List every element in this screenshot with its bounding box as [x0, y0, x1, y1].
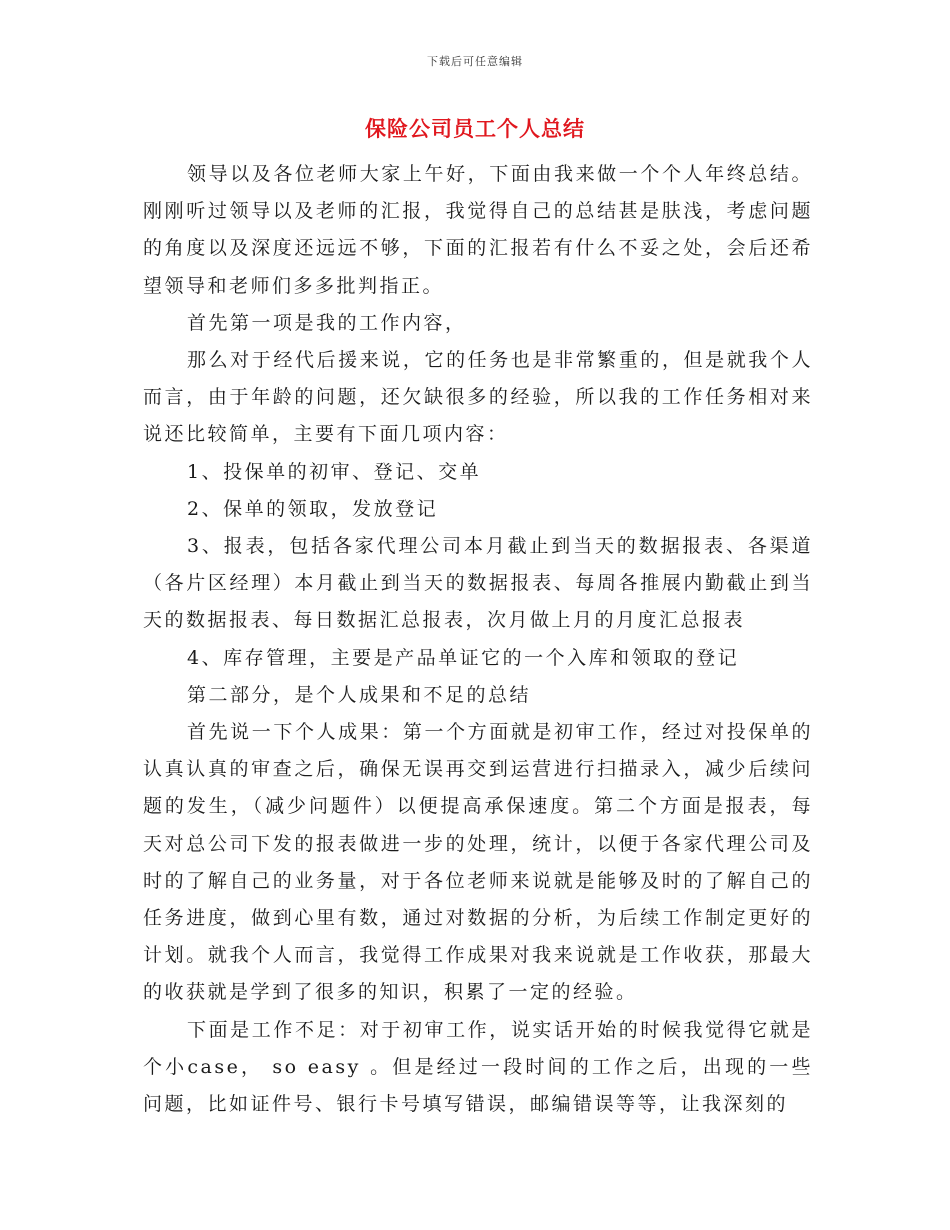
paragraph-achievements: 首先说一下个人成果：第一个方面就是初审工作，经过对投保单的认真认真的审查之后，确保无误再交到运营进行扫描录入，减少后续问题的发生，（减少问题件）以便提高承保速度。第二个方面是报表，每天对总公司下发的报表做进一步的处理，统计，以便于各家代理公司及时的了解自己的业务量，对于各位老师来说就是能够及时的了解自己的任务进度，做到心里有数，通过对数据的分析，为后续工作制定更好的计划。就我个人而言，我觉得工作成果对我来说就是工作收获，那最大的收获就是学到了很多的知识，积累了一定的经验。 [143, 721, 813, 1004]
paragraph-section-one-heading: 首先第一项是我的工作内容， [187, 311, 467, 334]
list-item-1: 1、投保单的初审、登记、交单 [187, 460, 482, 483]
list-item-2: 2、保单的领取，发放登记 [187, 497, 439, 520]
document-title: 保险公司员工个人总结 [365, 117, 585, 141]
document-body [143, 156, 813, 1123]
paragraph-section-two-heading: 第二部分，是个人成果和不足的总结 [187, 683, 532, 706]
header-note: 下载后可任意编辑 [427, 55, 523, 68]
paragraph-opening: 领导以及各位老师大家上午好，下面由我来做一个个人年终总结。刚刚听过领导以及老师的汇报，我觉得自己的总结甚是肤浅，考虑问题的角度以及深度还远远不够，下面的汇报若有什么不妥之处，会后还希望领导和老师们多多批判指正。 [143, 163, 813, 297]
paragraph-shortcomings: 下面是工作不足：对于初审工作，说实话开始的时候我觉得它就是个小case， so easy 。但是经过一段时间的工作之后，出现的一些问题，比如证件号、银行卡号填写错误，邮编错误等等，让我深刻的 [143, 1018, 813, 1116]
list-item-3: 3、报表，包括各家代理公司本月截止到当天的数据报表、各渠道（各片区经理）本月截止到当天的数据报表、每周各推展内勤截止到当天的数据报表、每日数据汇总报表，次月做上月的月度汇总报表 [143, 535, 813, 632]
list-item-4: 4、库存管理，主要是产品单证它的一个入库和领取的登记 [187, 646, 740, 669]
paragraph-work-overview: 那么对于经代后援来说，它的任务也是非常繁重的，但是就我个人而言，由于年龄的问题，还欠缺很多的经验，所以我的工作任务相对来说还比较简单，主要有下面几项内容： [143, 349, 813, 446]
